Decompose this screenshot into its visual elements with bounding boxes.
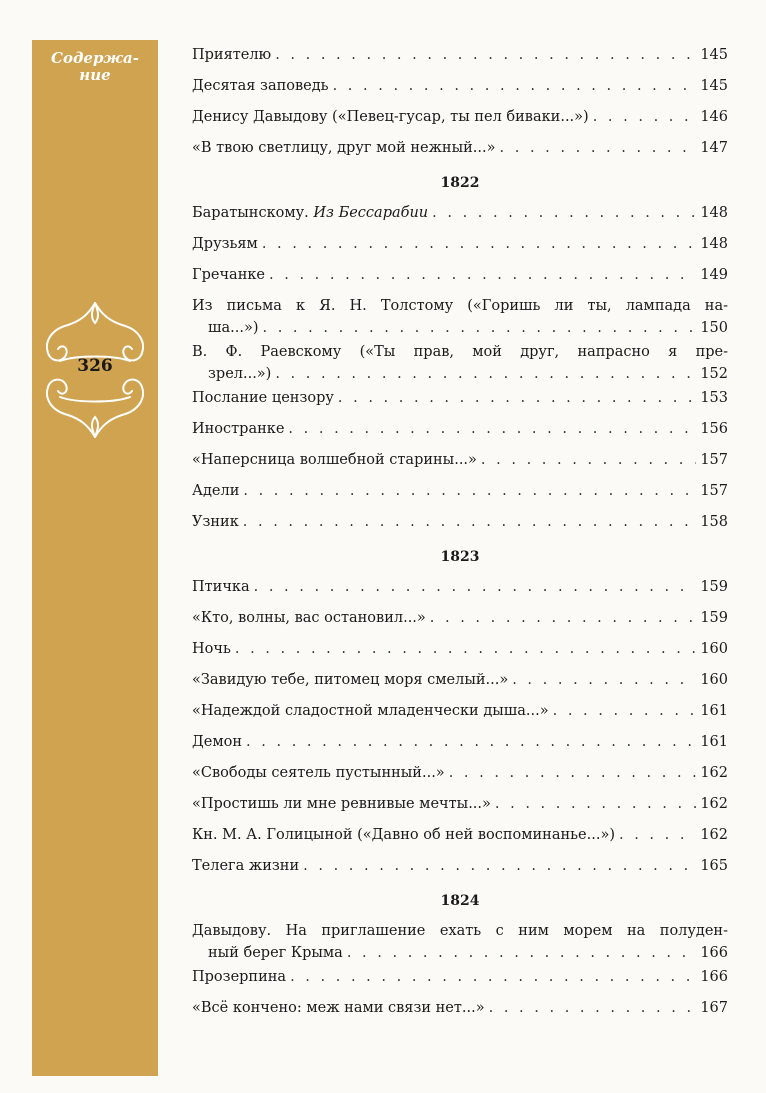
toc-entry [192, 480, 728, 511]
year-heading: 1823 [440, 549, 480, 565]
dot-leader [500, 137, 696, 159]
toc-entry [192, 855, 728, 886]
toc-entry [192, 202, 728, 233]
toc-entry-page: 167 [700, 1000, 728, 1016]
toc-entry-page: 157 [700, 483, 728, 499]
toc-entry-title-line1: Из письма к Я. Н. Толстому («Горишь ли ты, лампада на- [192, 298, 728, 314]
toc-entry-page: 161 [700, 703, 728, 719]
toc-entry-page: 156 [700, 421, 728, 437]
toc-entry-title: «Кто, волны, вас остановил...» [192, 610, 426, 626]
toc-entry-page: 145 [700, 47, 728, 63]
toc-entry [192, 387, 728, 418]
dot-leader [619, 824, 696, 846]
toc-entry [192, 137, 728, 168]
toc-entry [192, 264, 728, 295]
toc-entry-title-line1: В. Ф. Раевскому («Ты прав, мой друг, напрасно я пре- [192, 344, 728, 360]
dot-leader [481, 449, 696, 471]
section-title [32, 50, 158, 84]
dot-leader [512, 669, 696, 691]
toc-entry-page: 148 [700, 236, 728, 252]
toc-entry-page: 162 [700, 827, 728, 843]
section-title-line2: ние [79, 66, 111, 84]
dot-leader [262, 233, 696, 255]
toc-entry [192, 997, 728, 1028]
toc-entry-title-line1: Давыдову. На приглашение ехать с ним морем на полуден- [192, 923, 728, 939]
toc-entry-page: 146 [700, 109, 728, 125]
toc-entry-title: зрел...») [208, 366, 272, 382]
dot-leader [489, 997, 696, 1019]
dot-leader [254, 576, 696, 598]
toc-entry-title: Гречанке [192, 267, 266, 283]
table-of-contents [192, 44, 728, 1028]
toc-entry-title: Птичка [192, 579, 250, 595]
toc-entry-title: «Всё кончено: меж нами связи нет...» [192, 1000, 485, 1016]
toc-entry-page: 147 [700, 140, 728, 156]
page-number: 326 [77, 356, 113, 376]
toc-entry-page: 166 [700, 945, 728, 961]
toc-entry-page: 161 [700, 734, 728, 750]
dot-leader [593, 106, 696, 128]
dot-leader [275, 44, 696, 66]
toc-entry [192, 576, 728, 607]
toc-entry-title: Послание цензору [192, 390, 334, 406]
toc-entry-page: 145 [700, 78, 728, 94]
toc-entry [192, 966, 728, 997]
dot-leader [235, 638, 696, 660]
toc-entry-title: Десятая заповедь [192, 78, 329, 94]
toc-entry-title: Прозерпина [192, 969, 287, 985]
toc-entry-title: Адели [192, 483, 240, 499]
toc-entry-page: 165 [700, 858, 728, 874]
dot-leader [432, 202, 696, 224]
dot-leader [262, 317, 696, 339]
dot-leader [288, 418, 696, 440]
dot-leader [243, 511, 696, 533]
toc-entry-page: 152 [700, 366, 728, 382]
toc-entry-title-italic: Из Бессарабии [313, 205, 429, 221]
toc-entry [192, 920, 728, 966]
toc-entry-title: «Завидую тебе, питомец моря смелый...» [192, 672, 509, 688]
toc-entry-page: 162 [700, 796, 728, 812]
toc-entry-page: 150 [700, 320, 728, 336]
toc-entry-page: 160 [700, 641, 728, 657]
toc-entry-title: Демон [192, 734, 243, 750]
toc-entry [192, 793, 728, 824]
toc-entry-page: 148 [700, 205, 728, 221]
toc-entry [192, 669, 728, 700]
toc-entry-title: «Свободы сеятель пустынный...» [192, 765, 445, 781]
dot-leader [275, 363, 696, 385]
toc-entry-page: 159 [700, 610, 728, 626]
toc-entry [192, 607, 728, 638]
toc-entry [192, 638, 728, 669]
toc-entry [192, 731, 728, 762]
toc-entry [192, 44, 728, 75]
toc-entry [192, 700, 728, 731]
year-heading: 1822 [440, 175, 480, 191]
toc-entry-title: Узник [192, 514, 239, 530]
toc-entry [192, 511, 728, 542]
toc-entry [192, 762, 728, 793]
dot-leader [495, 793, 696, 815]
dot-leader [449, 762, 696, 784]
toc-entry-title: Кн. М. А. Голицыной («Давно об ней воспоминанье...») [192, 827, 615, 843]
toc-entry [192, 106, 728, 137]
toc-entry [192, 75, 728, 106]
toc-entry [192, 449, 728, 480]
toc-entry [192, 418, 728, 449]
toc-entry-title: Денису Давыдову («Певец-гусар, ты пел биваки...») [192, 109, 589, 125]
toc-entry-page: 158 [700, 514, 728, 530]
year-heading: 1824 [440, 893, 480, 909]
toc-entry-title: ный берег Крыма [208, 945, 343, 961]
toc-entry-page: 162 [700, 765, 728, 781]
toc-entry-title: «Надеждой сладостной младенчески дыша...» [192, 703, 549, 719]
toc-entry-title: Ночь [192, 641, 231, 657]
dot-leader [243, 480, 696, 502]
dot-leader [246, 731, 696, 753]
toc-entry-title: «Наперсница волшебной старины...» [192, 452, 477, 468]
sidebar-band [32, 40, 158, 1076]
dot-leader [269, 264, 696, 286]
dot-leader [338, 387, 696, 409]
toc-entry-title: Баратынскому. Из Бессарабии [192, 205, 429, 221]
toc-entry-title: Иностранке [192, 421, 285, 437]
dot-leader [430, 607, 696, 629]
toc-entry-page: 153 [700, 390, 728, 406]
toc-entry-title: Приятелю [192, 47, 272, 63]
toc-entry [192, 824, 728, 855]
dot-leader [347, 942, 696, 964]
toc-entry-title: ша...») [208, 320, 259, 336]
toc-entry [192, 233, 728, 264]
dot-leader [553, 700, 696, 722]
toc-entry [192, 295, 728, 341]
toc-entry-title: «В твою светлицу, друг мой нежный...» [192, 140, 496, 156]
toc-entry-page: 166 [700, 969, 728, 985]
toc-entry-page: 149 [700, 267, 728, 283]
dot-leader [333, 75, 696, 97]
toc-entry-page: 160 [700, 672, 728, 688]
section-title-line1: Содержа- [51, 49, 139, 67]
dot-leader [290, 966, 696, 988]
toc-entry-page: 157 [700, 452, 728, 468]
toc-entry [192, 341, 728, 387]
toc-entry-title: «Простишь ли мне ревнивые мечты...» [192, 796, 491, 812]
dot-leader [303, 855, 696, 877]
toc-entry-page: 159 [700, 579, 728, 595]
toc-entry-title: Друзьям [192, 236, 258, 252]
toc-entry-title: Телега жизни [192, 858, 300, 874]
